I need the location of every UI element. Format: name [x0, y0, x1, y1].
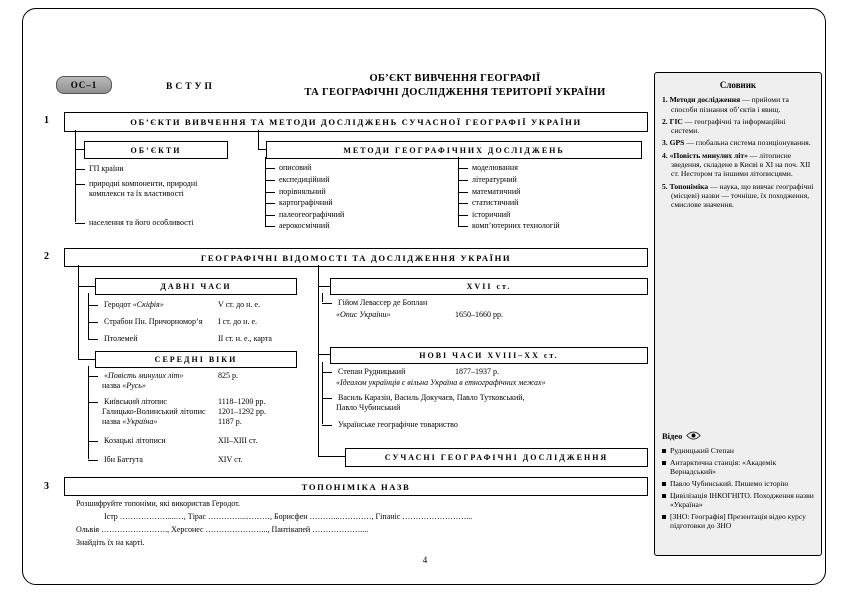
glossary-entry	[662, 117, 814, 136]
video-list-item: Антарктична станція: «Академік Вернадський»	[662, 458, 814, 477]
scheme-badge: ОС–1	[56, 76, 112, 94]
sidebar	[654, 72, 822, 556]
ancient-times-box: ДАВНІ ЧАСИ	[95, 278, 297, 295]
history-row	[322, 298, 656, 308]
glossary-entry	[662, 95, 814, 114]
row-name: Страбон Пн. Причорномор’я	[104, 317, 203, 326]
method-item: статистичний	[458, 198, 647, 208]
entry-number: 3.	[662, 138, 668, 148]
method-item: порівняльний	[265, 187, 449, 197]
history-row	[88, 407, 332, 417]
row-date: II ст. н. е., карта	[218, 334, 272, 343]
object-item: природні компоненти, природні комплекси та їх властивості	[75, 179, 201, 198]
entry-text: — прийоми та способи пізнання об’єктів і явищ.	[671, 95, 789, 114]
history-row	[88, 300, 332, 310]
modern-times-box: НОВІ ЧАСИ XVIII–XX ст.	[330, 347, 648, 364]
objects-title-box: ОБ’ЄКТИ	[84, 141, 228, 159]
page-title	[250, 72, 660, 100]
connector-line	[258, 149, 266, 150]
entry-term: ГІС	[669, 116, 683, 126]
method-item: математичний	[458, 187, 647, 197]
row-work: «Русь»	[122, 381, 146, 390]
history-row	[88, 397, 332, 407]
entry-number: 4.	[662, 150, 668, 160]
glossary-entry	[662, 182, 814, 210]
entry-text: — наука, що вивчає географічні (місцеві) назви — точніше, їх походження, смислове значення.	[671, 181, 814, 210]
row-date: 825 р.	[218, 371, 238, 380]
connector-line	[78, 265, 79, 360]
row-name: Українське географічне товариство	[338, 420, 458, 429]
history-row	[322, 403, 656, 413]
block3-title-box: ТОПОНІМІКА НАЗВ	[64, 477, 648, 496]
row-date: 1187 р.	[218, 417, 242, 426]
connector-line	[75, 149, 84, 150]
row-name: Степан Рудницький	[338, 367, 406, 376]
row-work: «Україна»	[122, 417, 158, 426]
page-title-line1: ОБ’ЄКТ ВИВЧЕННЯ ГЕОГРАФІЇ	[369, 73, 541, 84]
connector-line	[318, 354, 330, 355]
entry-text: — літописне зведення, складене в Києві в XI на поч. XII ст. Нестором та іншими літописцями.	[671, 150, 811, 179]
object-item: ГП країни	[75, 164, 239, 174]
connector-line	[318, 265, 319, 457]
connector-line	[75, 130, 76, 222]
toponymy-task-line: Знайдіть їх на карті.	[76, 538, 145, 547]
row-name: Ібн Баттута	[104, 455, 143, 464]
connector-line	[318, 286, 330, 287]
eye-icon	[686, 431, 701, 442]
entry-number: 2.	[662, 116, 668, 126]
method-item: аерокосмічний	[265, 221, 449, 231]
history-row	[88, 381, 332, 391]
block1-title-box: ОБ’ЄКТИ ВИВЧЕННЯ ТА МЕТОДИ ДОСЛІДЖЕНЬ СУЧАСНОЇ ГЕОГРАФІЇ УКРАЇНИ	[64, 112, 648, 132]
method-item: літературний	[458, 175, 647, 185]
glossary-entry	[662, 138, 814, 147]
method-item: палеогеографічний	[265, 210, 449, 220]
row-name: Птолемей	[104, 334, 138, 343]
entry-number: 5.	[662, 181, 668, 191]
row-date: 1118–1200 рр.	[218, 397, 266, 406]
glossary-title: Словник	[719, 80, 757, 90]
history-row	[88, 455, 332, 465]
history-row	[88, 417, 332, 427]
method-item: експедиційний	[265, 175, 449, 185]
block3-number: 3	[44, 481, 49, 492]
method-item: комп’ютерних технологій	[458, 221, 647, 231]
page-title-line2: ТА ГЕОГРАФІЧНІ ДОСЛІДЖЕННЯ ТЕРИТОРІЇ УКРАЇНИ	[304, 87, 606, 98]
block2-number: 2	[44, 251, 49, 262]
section-label: ВСТУП	[166, 82, 215, 92]
row-date: XII–XIII ст.	[218, 436, 258, 445]
history-row	[88, 334, 332, 344]
history-row	[88, 436, 332, 446]
row-name: Геродот	[104, 300, 133, 309]
middle-ages-box: СЕРЕДНІ ВІКИ	[95, 351, 297, 368]
row-work: «Скіфія»	[132, 300, 164, 309]
row-name: Київський літопис	[104, 397, 167, 406]
xvii-century-box: XVII ст.	[330, 278, 648, 295]
history-row	[88, 371, 332, 381]
video-list-item: Павло Чубинський. Пишемо історію	[662, 479, 814, 488]
entry-term: GPS	[669, 138, 685, 148]
row-date: 1201–1292 рр.	[218, 407, 266, 416]
history-row	[322, 378, 656, 388]
video-list-item: Цивілізація ІНКОГНІТО. Походження назви «Україна»	[662, 491, 814, 510]
history-row	[322, 310, 656, 320]
video-header	[662, 431, 814, 442]
method-item: описовий	[265, 163, 449, 173]
connector-line	[318, 456, 345, 457]
method-item: історичний	[458, 210, 647, 220]
entry-term: Методи дослідження	[669, 95, 741, 105]
video-list-item: [ЗНО: Географія] Презентація відео курсу підготовки до ЗНО	[662, 512, 814, 531]
row-name: Василь Каразін, Василь Докучаєв, Павло Тутковський,	[338, 393, 525, 402]
row-name: Павло Чубинський	[336, 403, 401, 412]
entry-text: — географічні та інформаційні системи.	[671, 116, 786, 136]
row-name: Козацькі літописи	[104, 436, 166, 445]
history-row	[322, 393, 656, 403]
row-quote: «Ідеалом українців є вільна Україна в етнографічних межах»	[336, 378, 546, 387]
history-row	[322, 420, 656, 430]
connector-line	[78, 359, 95, 360]
row-date: XIV ст.	[218, 455, 243, 464]
video-title: Відео	[662, 431, 683, 441]
row-name: Галицько-Волинський літопис	[102, 407, 206, 416]
row-date: V ст. до н. е.	[218, 300, 260, 309]
row-name: назва	[102, 417, 123, 426]
row-name: Гійом Левассер де Боплан	[338, 298, 428, 307]
row-work: «Опис України»	[336, 310, 391, 319]
glossary-entry	[662, 151, 814, 179]
entry-number: 1.	[662, 95, 668, 105]
row-date: 1650–1660 рр.	[455, 310, 503, 319]
connector-line	[78, 286, 95, 287]
row-name: назва	[102, 381, 123, 390]
methods-title-box: МЕТОДИ ГЕОГРАФІЧНИХ ДОСЛІДЖЕНЬ	[266, 141, 642, 159]
entry-term: «Повість минулих літ»	[669, 150, 748, 160]
toponymy-task-line: Ольвія ……………………., Херсонес …………………..., Пантікапей ………………....	[76, 525, 369, 534]
method-item: картографічний	[265, 198, 449, 208]
video-list-item: Рудницький Степан	[662, 446, 814, 455]
page-number: 4	[422, 555, 428, 565]
object-item: населення та його особливості	[75, 218, 254, 228]
method-item: моделювання	[458, 163, 647, 173]
entry-text: — глобальна система позиціонування.	[684, 138, 811, 148]
block2-title-box: ГЕОГРАФІЧНІ ВІДОМОСТІ ТА ДОСЛІДЖЕННЯ УКРАЇНИ	[64, 248, 648, 267]
row-date: 1877–1937 р.	[455, 367, 499, 376]
toponymy-task-line: Істр ………………....…, Тірас …………...………, Борисфен ………...…………, Гіпаніс ……………………...	[104, 512, 473, 521]
connector-line	[258, 130, 259, 149]
entry-term: Топоніміка	[669, 181, 709, 191]
history-row	[88, 317, 332, 327]
contemporary-research-box: СУЧАСНІ ГЕОГРАФІЧНІ ДОСЛІДЖЕННЯ	[345, 448, 648, 467]
history-row	[322, 367, 656, 377]
row-work: «Повість минулих літ»	[104, 371, 184, 380]
toponymy-task-line: Розшифруйте топоніми, які використав Геродот.	[76, 499, 241, 508]
row-date: I ст. до н. е.	[218, 317, 258, 326]
block1-number: 1	[44, 115, 49, 126]
video-section	[662, 431, 814, 533]
